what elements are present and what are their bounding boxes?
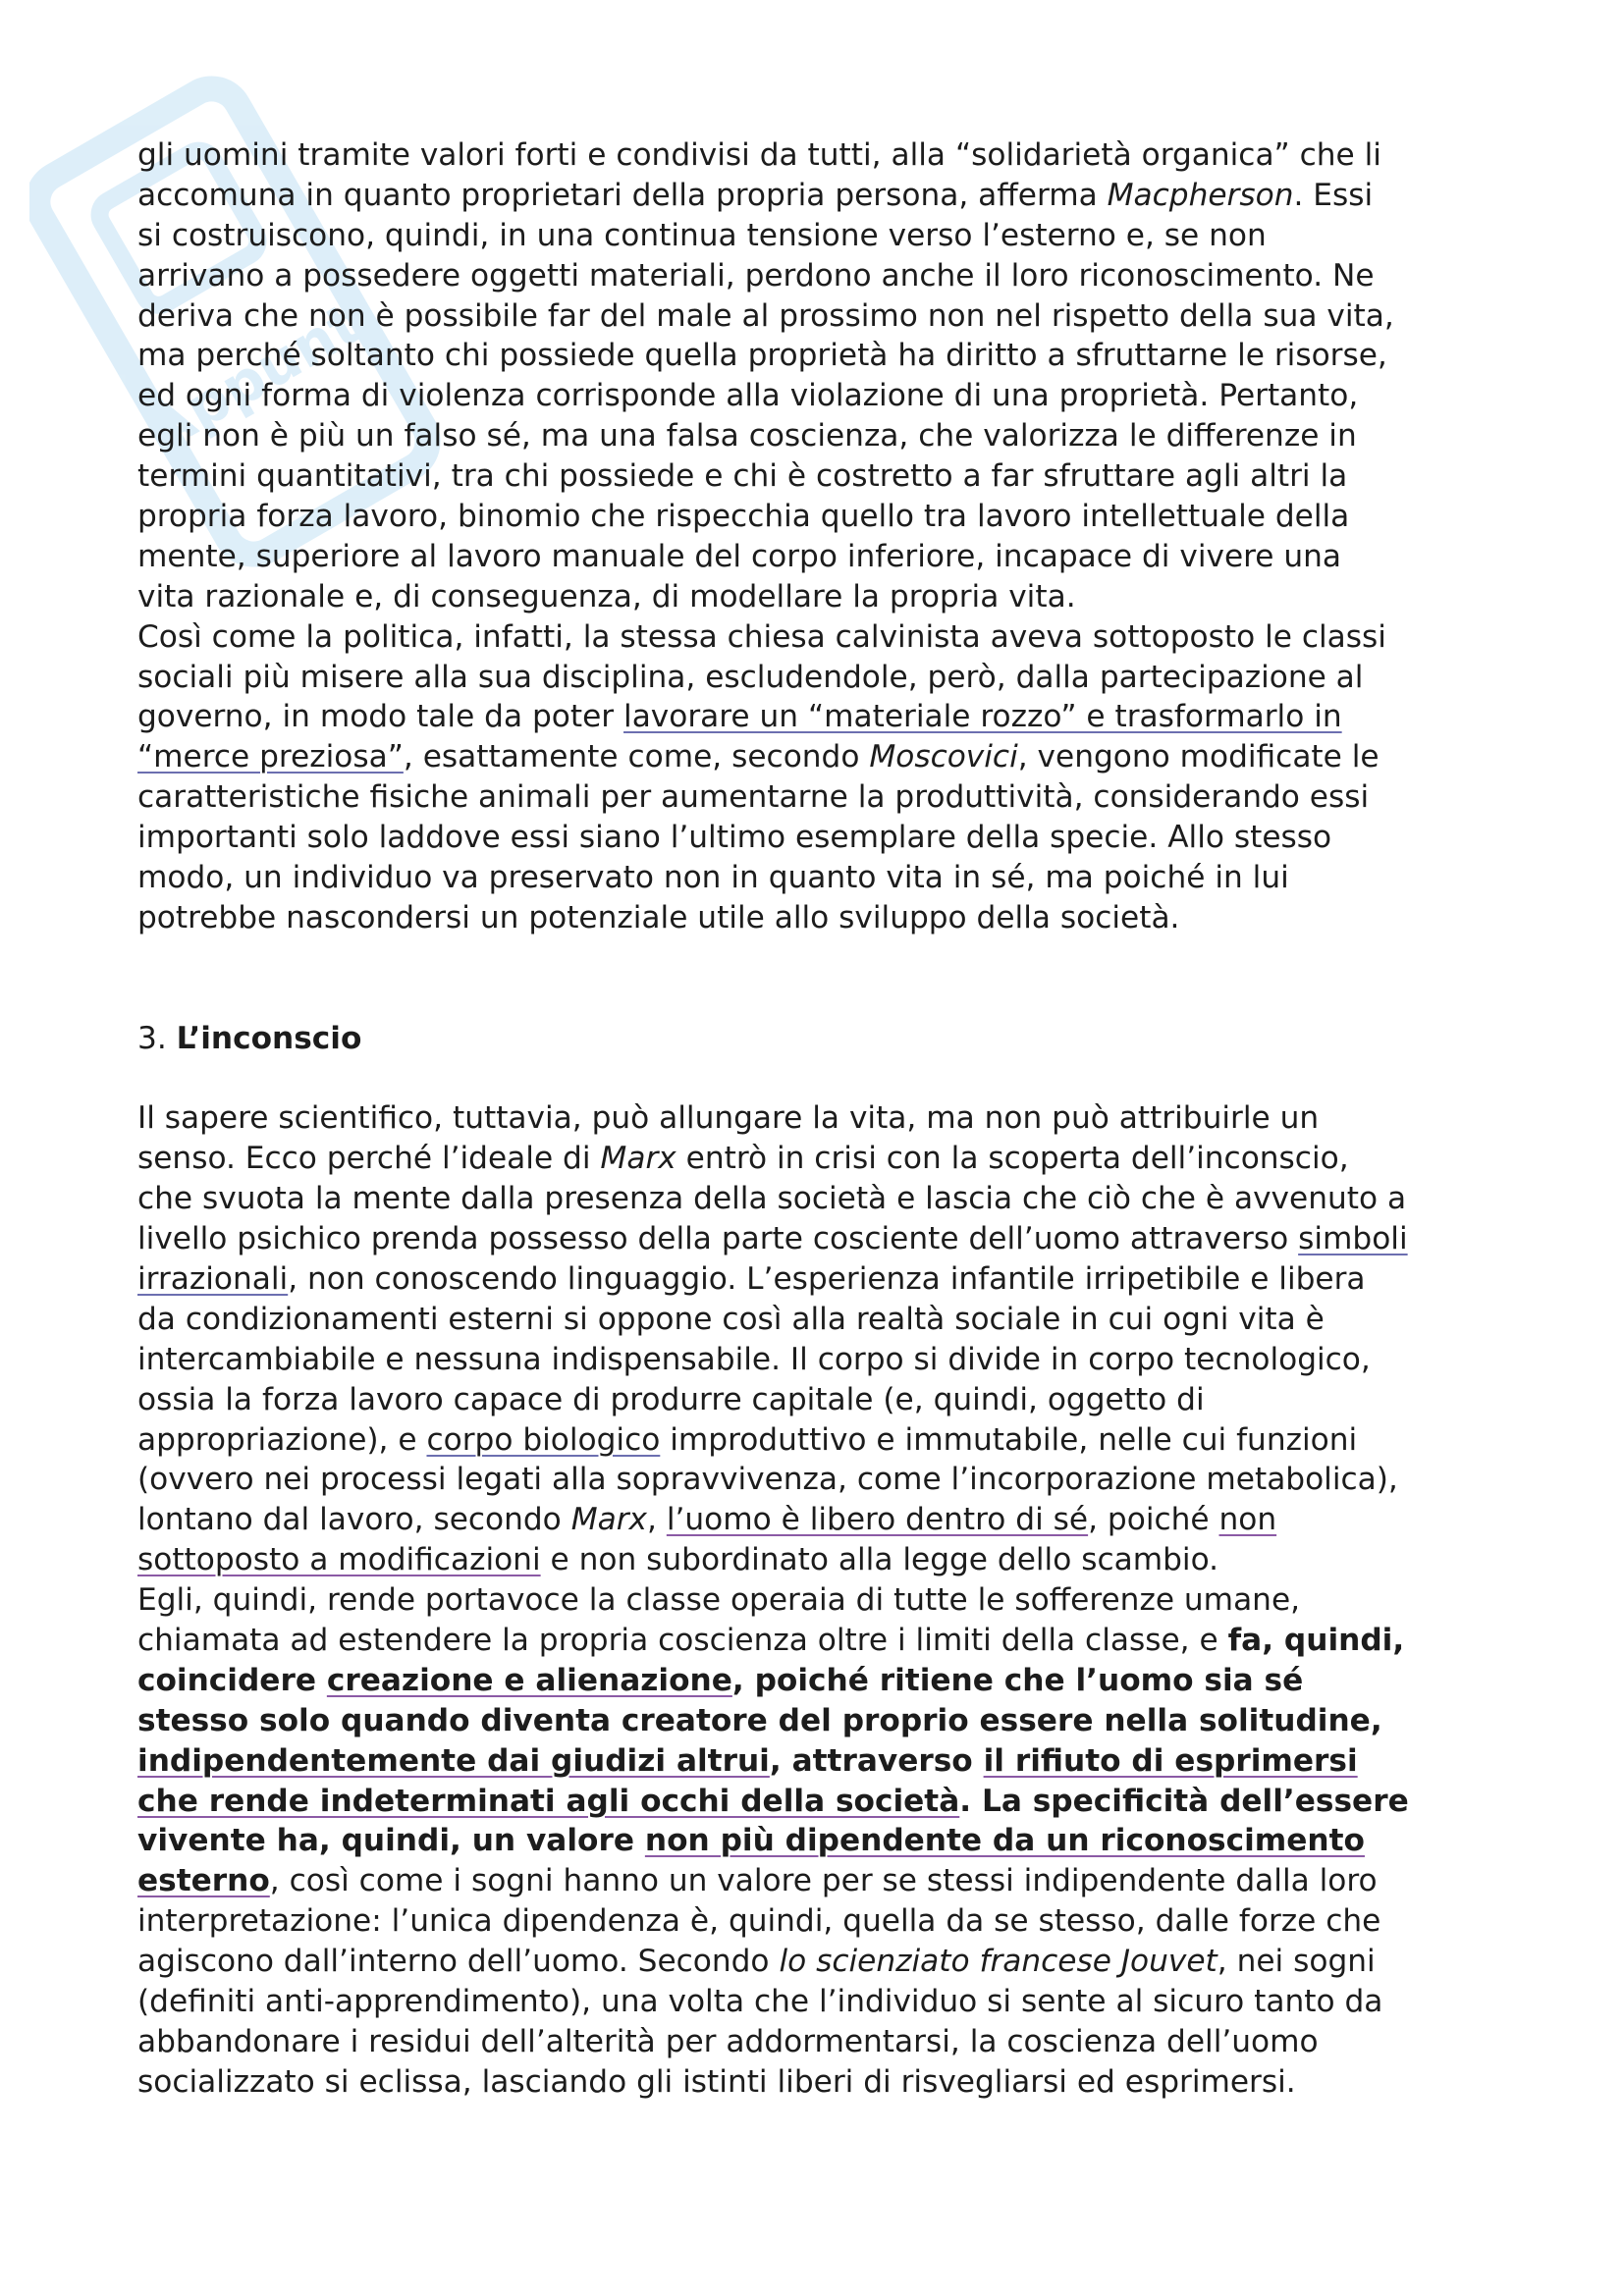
author-name: Marx: [600, 1141, 676, 1177]
highlight-underline: non: [1218, 1502, 1277, 1538]
document-body: [137, 135, 1512, 2103]
text-line: si costruiscono, quindi, in una continua tensione verso l’esterno e, se non: [137, 217, 1267, 253]
highlight-underline: corpo biologico: [426, 1421, 661, 1458]
text-line: termini quantitativi, tra chi possiede e chi è costretto a far sfruttare agli altri la: [137, 458, 1348, 495]
text-line: sottoposto a modificazioni e non subordinato alla legge dello scambio.: [137, 1542, 1219, 1578]
text-line: lontano dal lavoro, secondo Marx, l’uomo è libero dentro di sé, poiché non: [137, 1502, 1277, 1538]
text-line: abbandonare i residui dell’alterità per addormentarsi, la coscienza dell’uomo: [137, 2023, 1319, 2059]
highlight-underline: irrazionali: [137, 1260, 289, 1297]
text-line: appropriazione), e corpo biologico improduttivo e immutabile, nelle cui funzioni: [137, 1421, 1358, 1458]
text-line: irrazionali, non conoscendo linguaggio. L’esperienza infantile irripetibile e libera: [137, 1260, 1366, 1297]
text-line: modo, un individuo va preservato non in quanto vita in sé, ma poiché in lui: [137, 860, 1289, 896]
text-line: agiscono dall’interno dell’uomo. Secondo lo scienziato francese Jouvet, nei sogni: [137, 1944, 1376, 1980]
text-line: accomuna in quanto proprietari della propria persona, afferma Macpherson. Essi: [137, 177, 1374, 213]
text-line: che svuota la mente dalla presenza della società e lascia che ciò che è avvenuto a: [137, 1181, 1407, 1217]
author-name: Marx: [570, 1502, 647, 1538]
text-line: propria forza lavoro, binomio che rispecchia quello tra lavoro intellettuale della: [137, 499, 1350, 535]
highlight-underline: l’uomo è libero dentro di sé: [666, 1502, 1089, 1538]
text-line: (definiti anti-apprendimento), una volta che l’individuo si sente al sicuro tanto da: [137, 1983, 1383, 2019]
text-line: importanti solo laddove essi siano l’ultimo esemplare della specie. Allo stesso: [137, 820, 1332, 856]
text-line: che rende indeterminati agli occhi della società. La specificità dell’essere: [137, 1783, 1409, 1819]
section-title: L’inconscio: [176, 1020, 362, 1056]
text-line: livello psichico prenda possesso della parte cosciente dell’uomo attraverso simboli: [137, 1221, 1408, 1257]
text-line: potrebbe nascondersi un potenziale utile allo sviluppo della società.: [137, 899, 1180, 935]
text-line: vivente ha, quindi, un valore non più dipendente da un riconoscimento: [137, 1823, 1365, 1859]
text-line: intercambiabile e nessuna indispensabile. Il corpo si divide in corpo tecnologico,: [137, 1341, 1371, 1377]
text-line: chiamata ad estendere la propria coscienza oltre i limiti della classe, e fa, quindi,: [137, 1622, 1405, 1658]
text-line: coincidere creazione e alienazione, poiché ritiene che l’uomo sia sé: [137, 1662, 1304, 1698]
text-line: stesso solo quando diventa creatore del proprio essere nella solitudine,: [137, 1702, 1382, 1738]
text-line: vita razionale e, di conseguenza, di modellare la propria vita.: [137, 578, 1076, 614]
text-line: ossia la forza lavoro capace di produrre capitale (e, quindi, oggetto di: [137, 1381, 1205, 1417]
section-1-text: [137, 135, 1512, 938]
text-line: senso. Ecco perché l’ideale di Marx entrò in crisi con la scoperta dell’inconscio,: [137, 1141, 1349, 1177]
text-line: gli uomini tramite valori forti e condivisi da tutti, alla “solidarietà organica” che li: [137, 137, 1381, 173]
text-line: Così come la politica, infatti, la stessa chiesa calvinista aveva sottoposto le classi: [137, 618, 1386, 655]
highlight-underline: esterno: [137, 1863, 270, 1899]
text-line: arrivano a possedere oggetti materiali, perdono anche il loro riconoscimento. Ne: [137, 257, 1375, 294]
text-line: esterno, così come i sogni hanno un valore per se stessi indipendente dalla loro: [137, 1863, 1378, 1899]
text-line: interpretazione: l’unica dipendenza è, quindi, quella da se stesso, dalle forze che: [137, 1903, 1381, 1940]
text-line: caratteristiche fisiche animali per aumentarne la produttività, considerando essi: [137, 779, 1370, 816]
text-line: governo, in modo tale da poter lavorare un “materiale rozzo” e trasformarlo in: [137, 699, 1342, 735]
author-name: lo scienziato francese Jouvet: [779, 1944, 1217, 1980]
text-line: indipendentemente dai giudizi altrui, attraverso il rifiuto di esprimersi: [137, 1742, 1358, 1779]
text-line: Il sapere scientifico, tuttavia, può allungare la vita, ma non può attribuirle un: [137, 1100, 1320, 1137]
highlight-underline: “merce preziosa”: [137, 739, 404, 775]
text-line: deriva che non è possibile far del male al prossimo non nel rispetto della sua vita,: [137, 297, 1394, 334]
highlight-underline: lavorare un “materiale rozzo” e trasformarlo in: [623, 699, 1342, 735]
highlight-underline: che rende indeterminati agli occhi della società: [137, 1783, 960, 1819]
text-line: Egli, quindi, rende portavoce la classe operaia di tutte le sofferenze umane,: [137, 1582, 1301, 1619]
highlight-underline: indipendentemente dai giudizi altrui: [137, 1742, 770, 1779]
highlight-underline: non più dipendente da un riconoscimento: [644, 1823, 1365, 1859]
text-line: ma perché soltanto chi possiede quella proprietà ha diritto a sfruttarne le risorse,: [137, 338, 1387, 374]
text-line: socializzato si eclissa, lasciando gli istinti liberi di risvegliarsi ed esprimersi.: [137, 2063, 1296, 2100]
highlight-underline: simboli: [1298, 1221, 1408, 1257]
section-3-text: [137, 1098, 1512, 2102]
text-line: (ovvero nei processi legati alla sopravvivenza, come l’incorporazione metabolica),: [137, 1462, 1398, 1498]
section-heading: 3. L’inconscio: [137, 1020, 362, 1056]
author-name: Macpherson: [1107, 177, 1294, 213]
text-line: mente, superiore al lavoro manuale del corpo inferiore, incapace di vivere una: [137, 538, 1342, 574]
author-name: Moscovici: [869, 739, 1018, 775]
text-line: egli non è più un falso sé, ma una falsa coscienza, che valorizza le differenze in: [137, 418, 1357, 454]
text-line: ed ogni forma di violenza corrisponde alla violazione di una proprietà. Pertanto,: [137, 378, 1359, 414]
text-line: da condizionamenti esterni si oppone così alla realtà sociale in cui ogni vita è: [137, 1301, 1325, 1337]
highlight-underline: il rifiuto di esprimersi: [983, 1742, 1358, 1779]
watermark-text: Appunti: [135, 280, 389, 465]
text-line: sociali più misere alla sua disciplina, escludendole, però, dalla partecipazione al: [137, 659, 1364, 695]
highlight-underline: creazione e alienazione: [326, 1662, 732, 1698]
text-line: “merce preziosa”, esattamente come, secondo Moscovici, vengono modificate le: [137, 739, 1380, 775]
highlight-underline: sottoposto a modificazioni: [137, 1542, 541, 1578]
